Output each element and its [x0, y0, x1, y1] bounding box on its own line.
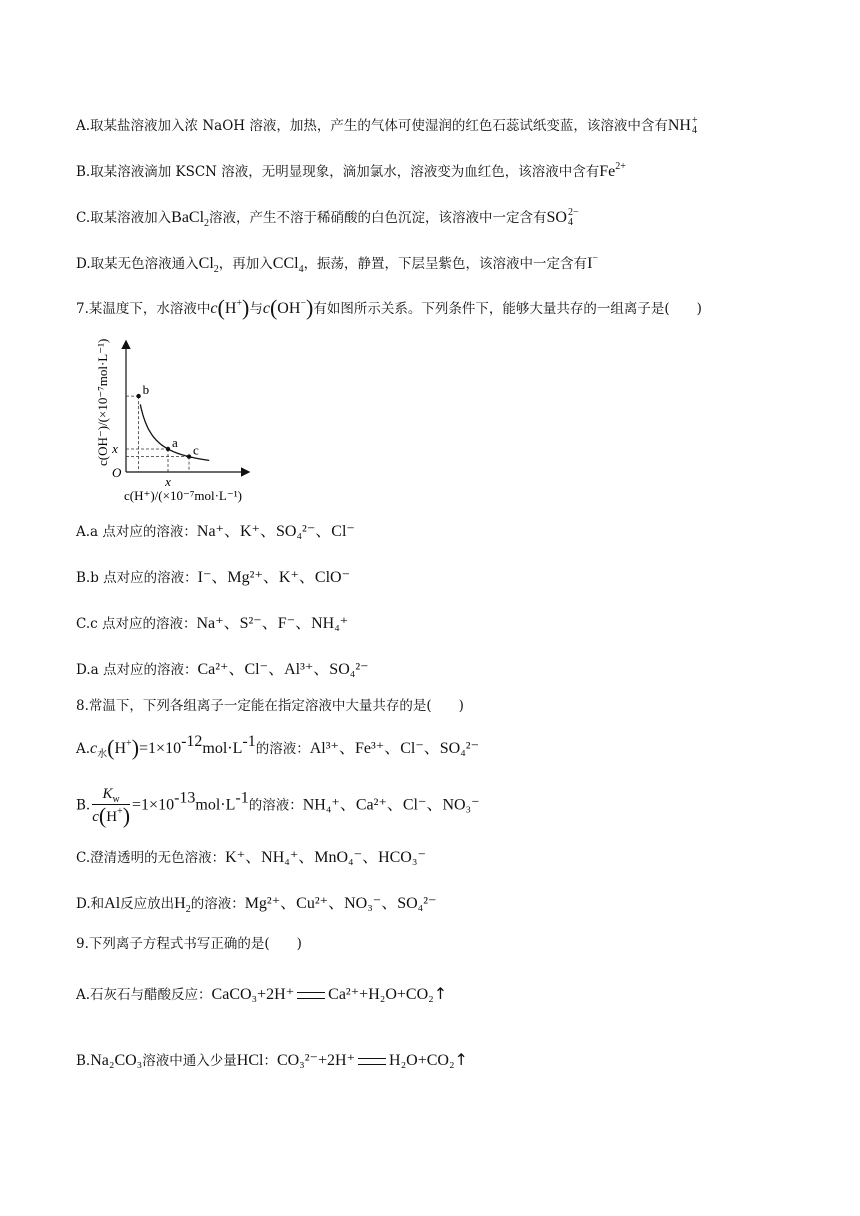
ion-formula: SO 2− 4 [546, 207, 579, 229]
question-text: 与 [249, 301, 263, 317]
c-subscript: 水 [97, 749, 108, 760]
option-8c [76, 848, 426, 868]
option-text: B.取某溶液滴加 KSCN 溶液，无明显现象，滴加氯水，溶液变为血红色，该溶液中含有 [76, 164, 600, 180]
option-6d [76, 254, 598, 274]
ion-list: NH₄⁺、Ca²⁺、Cl⁻、NO₃⁻ [302, 796, 480, 814]
x-tick-label: x [165, 474, 171, 489]
option-text: D.取某无色溶液通入 [76, 256, 199, 272]
ion-formula: $Fe^{2+}$ [599, 161, 626, 180]
option-text: D.和 [76, 896, 105, 912]
unit: mol·L [202, 740, 243, 757]
option-9b [76, 1050, 468, 1071]
guide-lines [126, 396, 189, 472]
option-7c [76, 614, 348, 634]
option-text: ： [263, 1053, 277, 1069]
y-tick-label: x [112, 441, 118, 456]
kw-fraction: $\frac{K_w}{c(H^+)}$ [92, 786, 131, 828]
exponent: -13 [174, 789, 196, 807]
question-7: 7.某温度下，水溶液中c(H+)与c(OH−)有如图所示关系。下列条件下，能够大量共存的一组离子是( ) [76, 295, 702, 320]
unit-exponent: -1 [235, 789, 249, 807]
exponent: -12 [181, 733, 203, 750]
ion-list: Mg²⁺、Cu²⁺、NO₃⁻、SO₄²⁻ [244, 895, 437, 912]
option-text: B. [76, 1053, 91, 1069]
ion-list: Al³⁺、Fe³⁺、Cl⁻、SO₄²⁻ [309, 740, 480, 757]
point-label-a: a [172, 435, 178, 450]
ion-list: I⁻、Mg²⁺、K⁺、ClO⁻ [197, 569, 351, 586]
equals-sign [297, 992, 325, 999]
equals-sign [358, 1058, 386, 1065]
c-symbol: c [210, 300, 218, 317]
question-text: 7.某温度下，水溶液中 [76, 301, 211, 317]
option-8b [76, 784, 480, 828]
question-8 [76, 696, 464, 716]
option-text: 的溶液： [248, 797, 303, 814]
ion-formula: I− [587, 253, 599, 272]
product-curve [140, 404, 209, 460]
option-text: D.a 点对应的溶液： [76, 662, 198, 678]
option-8a: $A.c_水(H^+)=1\times 10^{-12}mol\cdot L^{-1}$的溶液：Al³⁺、Fe³⁺、Cl⁻、SO₄²⁻ [76, 733, 480, 760]
h2-formula: $H_2$ [174, 895, 191, 915]
option-text: C.c 点对应的溶液： [76, 616, 197, 632]
value: =1×10 [139, 740, 182, 757]
al-formula: Al [104, 895, 121, 912]
question-text: 9.下列离子方程式书写正确的是( ) [76, 936, 302, 952]
equation-rhs: Ca²⁺+H₂O+CO₂ [328, 986, 434, 1003]
y-axis-label: c(OH⁻)/(×10⁻⁷mol·L⁻¹) [95, 338, 110, 466]
ion-list: Na⁺、S²⁻、F⁻、NH₄⁺ [196, 615, 349, 632]
option-9a [76, 984, 447, 1005]
point-label-b: b [142, 382, 150, 398]
unit-exponent: -1 [242, 733, 256, 750]
option-text: 溶液中通入少量 [142, 1053, 237, 1069]
x-axis-label: c(H⁺)/(×10⁻⁷mol·L⁻¹) [124, 488, 242, 503]
reagent-formula: CCl$_4$ [272, 255, 304, 275]
option-7d [76, 660, 369, 680]
option-6a [76, 116, 698, 136]
ion-list: Ca²⁺、Cl⁻、Al³⁺、SO₄²⁻ [197, 661, 369, 678]
option-text: ，再加入 [218, 256, 273, 272]
point-a [166, 447, 170, 451]
gas-arrow-icon: ↑ [433, 984, 448, 1003]
option-text: A.取某盐溶液加入浓 NaOH 溶液，加热，产生的气体可使湿润的红色石蕊试纸变蓝，该溶液中含有 [76, 118, 668, 134]
ion-formula: H+ [224, 298, 243, 317]
option-text: A.石灰石与醋酸反应： [76, 987, 212, 1003]
equation-lhs: CaCO₃+2H⁺ [211, 986, 295, 1003]
option-text: C.澄清透明的无色溶液： [76, 850, 226, 866]
option-text: B. [76, 797, 91, 814]
option-text: A. [76, 741, 91, 757]
option-8d [76, 894, 437, 914]
question-text: 有如图所示关系。下列条件下，能够大量共存的一组离子是( ) [313, 301, 702, 317]
option-6c [76, 208, 579, 228]
option-7a [76, 522, 355, 542]
option-6b [76, 162, 626, 182]
option-text: 的溶液： [190, 896, 245, 912]
oh-h-relation-chart [90, 334, 290, 506]
reagent-formula: BaCl$_2$ [171, 209, 210, 229]
reagent-formula: $Cl_2$ [198, 255, 219, 275]
point-label-c: c [193, 442, 199, 458]
origin-label: O [112, 465, 122, 480]
point-b [136, 394, 140, 398]
unit: mol·L [195, 796, 236, 814]
c-symbol: c [90, 740, 98, 757]
ion-list: Na⁺、K⁺、SO₄²⁻、Cl⁻ [196, 523, 355, 540]
ion-formula: OH− [277, 298, 307, 317]
option-text: 溶液，产生不溶于稀硝酸的白色沉淀，该溶液中一定含有 [209, 210, 547, 226]
question-9 [76, 934, 302, 954]
point-c [187, 454, 191, 458]
option-text: B.b 点对应的溶液： [76, 570, 198, 586]
option-text: 反应放出 [120, 896, 175, 912]
ion-list: K⁺、NH₄⁺、MnO₄⁻、HCO₃⁻ [225, 849, 426, 866]
reagent-formula: Na₂CO₃ [90, 1052, 143, 1069]
option-text: A.a 点对应的溶液： [76, 524, 197, 540]
gas-arrow-icon: ↑ [454, 1050, 468, 1069]
ion-formula: NH + 4 [667, 115, 698, 137]
option-text: 的溶液： [255, 741, 310, 757]
option-7b [76, 568, 350, 588]
reagent-formula: HCl [236, 1052, 264, 1069]
option-text: ，振荡，静置，下层呈紫色，该溶液中一定含有 [303, 256, 588, 272]
question-text: 8.常温下，下列各组离子一定能在指定溶液中大量共存的是( ) [76, 698, 464, 714]
equation-lhs: CO₃²⁻+2H⁺ [276, 1052, 356, 1069]
equation-rhs: H₂O+CO₂ [389, 1052, 455, 1069]
option-text: C.取某溶液加入 [76, 210, 172, 226]
value: =1×10 [132, 796, 175, 814]
